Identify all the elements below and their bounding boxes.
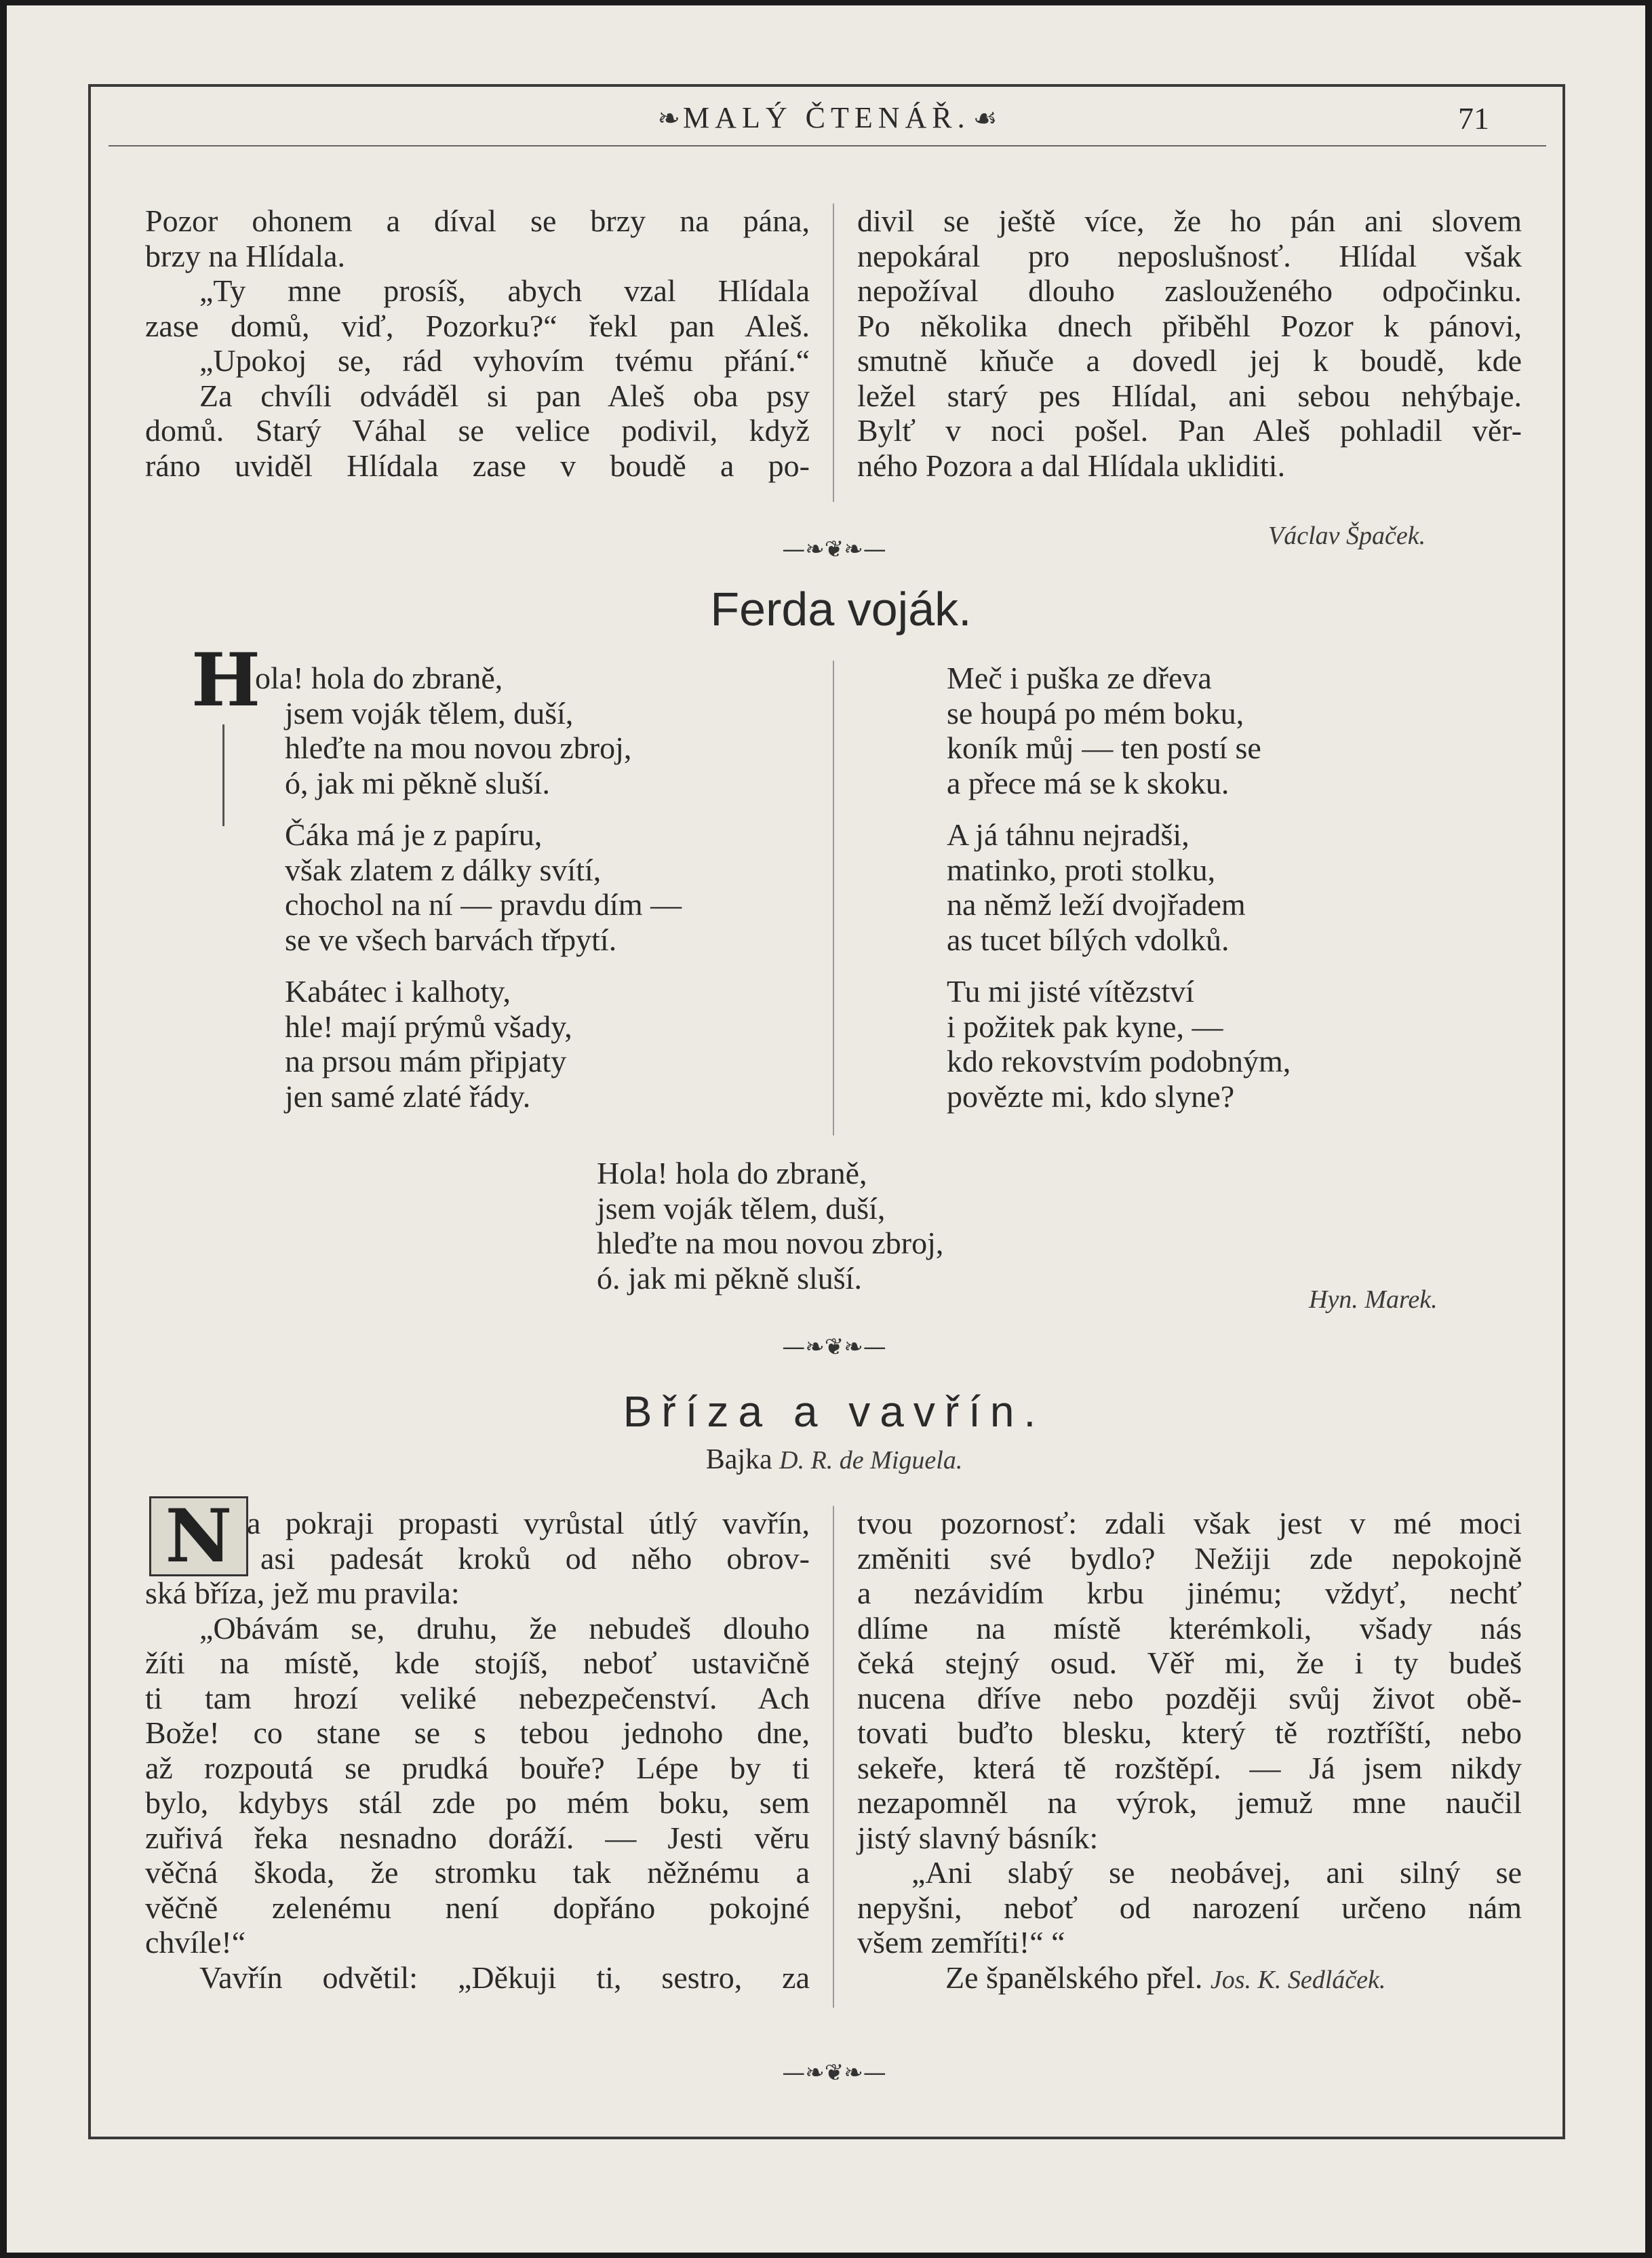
text-line: Bože! co stane se s tebou jednoho dne,: [145, 1715, 810, 1750]
header-rule: [109, 145, 1546, 147]
verse-line: hleďte na mou novou zbroj,: [285, 731, 632, 765]
verse-line: a přece má se k skoku.: [947, 765, 1230, 800]
section-divider: —❧❦❧—: [782, 2059, 886, 2086]
verse-line: ola! hola do zbraně,: [255, 661, 503, 695]
text-line: nepokáral pro neposlušnosť. Hlídal však: [857, 238, 1522, 273]
frame-left: [88, 84, 91, 2139]
text-line: Pozor ohonem a díval se brzy na pána,: [145, 203, 810, 238]
verse-line: se houpá po mém boku,: [947, 695, 1244, 731]
text-line: brzy na Hlídala.: [145, 238, 346, 273]
text-line: změniti své bydlo? Nežiji zde nepokojně: [857, 1540, 1522, 1576]
text-line: „Ty mne prosíš, abych vzal Hlídala: [199, 273, 810, 308]
verse-line: Tu mi jisté vítězství: [947, 974, 1195, 1009]
text-line: nezapomněl na výrok, jemuž mne naučil: [857, 1785, 1522, 1820]
translator-line: [857, 1960, 1522, 1996]
fable-subtitle: Bajka: [705, 1444, 772, 1475]
stanza: [255, 661, 852, 800]
fable-left-column: [145, 1506, 810, 1995]
text-line: čeká stejný osud. Věř mi, že i ty budeš: [857, 1646, 1522, 1680]
text-line: chvíle!“: [145, 1925, 246, 1960]
poem-dropcap: H: [191, 638, 261, 723]
column-divider: [833, 203, 834, 502]
poem-left-column: [255, 661, 852, 1131]
text-line: a nezávidím krbu jinému; vždyť, nechť: [857, 1576, 1522, 1610]
verse-line: Meč i puška ze dřeva: [947, 661, 1212, 695]
text-line: žíti na místě, kde stojíš, neboť ustavičně: [145, 1646, 810, 1680]
text-line: zase domů, viď, Pozorku?“ řekl pan Aleš.: [145, 308, 810, 343]
text-line: „Upokoj se, rád vyhovím tvému přání.“: [199, 343, 810, 378]
verse-line: jen samé zlaté řády.: [285, 1078, 531, 1114]
journal-title: MALÝ ČTENÁŘ.: [683, 101, 970, 134]
verse-line: na němž leží dvojřadem: [947, 887, 1246, 922]
text-line: až rozpoutá se prudká bouře? Lépe by ti: [145, 1750, 810, 1785]
fleuron-left-icon: ❧: [657, 103, 681, 134]
text-line: smutně kňuče a dovedl jej k boudě, kde: [857, 343, 1522, 378]
story-left-column: [145, 203, 810, 483]
verse-line: chochol na ní — pravdu dím —: [285, 887, 682, 922]
verse-line: matinko, proti stolku,: [947, 852, 1216, 887]
frame-top: [88, 84, 1565, 87]
text-line: tvou pozornosť: zdali však jest v mé moci: [857, 1506, 1522, 1540]
section-divider: —❧❦❧—: [782, 1334, 886, 1361]
text-line: „Ani slabý se neobávej, ani silný se: [911, 1855, 1522, 1890]
text-line: Za chvíli odváděl si pan Aleš oba psy: [199, 378, 810, 413]
text-line: ráno uviděl Hlídala zase v boudě a po-: [145, 448, 810, 483]
verse-line: Čáka má je z papíru,: [285, 817, 543, 852]
verse-line: as tucet bílých vdolků.: [947, 922, 1230, 957]
text-line: dlíme na místě kterémkoli, všady nás: [857, 1610, 1522, 1646]
column-divider: [833, 661, 834, 1135]
text-line: ležel starý pes Hlídal, ani sebou nehýbaje.: [857, 378, 1522, 413]
verse-line: jsem voják tělem, duší,: [597, 1190, 886, 1226]
verse-line: hle! mají prýmů všady,: [285, 1009, 572, 1044]
text-line: Po několika dnech přiběhl Pozor k pánovi,: [857, 308, 1522, 343]
section-divider: —❧❦❧—: [782, 536, 886, 563]
poem-right-column: [947, 661, 1503, 1131]
fable-dropcap: N: [149, 1496, 248, 1576]
verse-line: koník můj — ten postí se: [947, 731, 1261, 765]
story-right-column: [857, 203, 1522, 483]
text-line: ská bříza, jež mu pravila:: [145, 1576, 460, 1610]
verse-line: A já táhnu nejradši,: [947, 817, 1189, 852]
text-line: všem zemříti!“ “: [857, 1925, 1065, 1960]
frame-bottom: [88, 2137, 1565, 2139]
stanza: [255, 974, 852, 1114]
verse-line: Hola! hola do zbraně,: [597, 1156, 867, 1190]
verse-line: na prsou mám připjaty: [285, 1044, 567, 1078]
fable-source: D. R. de Miguela.: [779, 1446, 963, 1475]
verse-line: povězte mi, kdo slyne?: [947, 1078, 1235, 1114]
fable-title: Bříza a vavřín.: [623, 1387, 1046, 1436]
stanza: [255, 817, 852, 957]
column-divider: [833, 1506, 834, 2008]
poem-final-stanza: [597, 1156, 1112, 1296]
fable-right-column: [857, 1506, 1522, 1995]
text-line: Vavřín odvětil: „Děkuji ti, sestro, za: [199, 1960, 810, 1995]
text-line: nepyšni, neboť od narození určeno nám: [857, 1890, 1522, 1925]
verse-line: jsem voják tělem, duší,: [285, 695, 574, 731]
verse-line: hleďte na mou novou zbroj,: [597, 1226, 944, 1260]
translator-prefix: Ze španělského přel.: [945, 1960, 1203, 1995]
text-line: sekeře, která tě rozštěpí. — Já jsem nikdy: [857, 1750, 1522, 1785]
page-number: 71: [1458, 101, 1489, 136]
text-line: asi padesát kroků od něho obrov-: [260, 1540, 810, 1576]
text-line: divil se ještě více, že ho pán ani slovem: [857, 203, 1522, 238]
fleuron-right-icon: ☙: [972, 103, 998, 134]
stanza: [947, 661, 1503, 800]
verse-line: ó, jak mi pěkně sluší.: [285, 765, 550, 800]
text-line: Bylť v noci pošel. Pan Aleš pohladil věr-: [857, 413, 1522, 448]
text-line: nucena dříve nebo později svůj život obě-: [857, 1680, 1522, 1715]
verse-line: však zlatem z dálky svítí,: [285, 852, 602, 887]
verse-line: Kabátec i kalhoty,: [285, 974, 511, 1009]
verse-line: kdo rekovstvím podobným,: [947, 1044, 1291, 1078]
text-line: jistý slavný básník:: [857, 1820, 1099, 1855]
text-line: ného Pozora a dal Hlídala ukliditi.: [857, 448, 1286, 483]
text-line: tovati buďto blesku, který tě roztříští, nebo: [857, 1715, 1522, 1750]
text-line: bylo, kdybys stál zde po mém boku, sem: [145, 1785, 810, 1820]
story-author: Václav Špaček.: [1268, 522, 1426, 550]
stanza: [947, 974, 1503, 1114]
scanned-page: [7, 5, 1645, 2253]
dropcap-flourish: [222, 724, 224, 826]
text-line: nepožíval dlouho zaslouženého odpočinku.: [857, 273, 1522, 308]
text-line: věčně zelenému není dopřáno pokojné: [145, 1890, 810, 1925]
stanza: [947, 817, 1503, 957]
frame-right: [1562, 84, 1565, 2139]
poem-author: Hyn. Marek.: [1309, 1285, 1438, 1314]
text-line: domů. Starý Váhal se velice podivil, když: [145, 413, 810, 448]
verse-line: ó. jak mi pěkně sluší.: [597, 1260, 862, 1296]
running-header: [583, 100, 1071, 135]
text-line: ti tam hrozí veliké nebezpečenství. Ach: [145, 1680, 810, 1715]
verse-line: se ve všech barvách třpytí.: [285, 922, 617, 957]
verse-line: i požitek pak kyne, —: [947, 1009, 1223, 1044]
text-line: a pokraji propasti vyrůstal útlý vavřín,: [247, 1506, 810, 1540]
text-line: věčná škoda, že stromku tak něžnému a: [145, 1855, 810, 1890]
text-line: zuřivá řeka nesnadno doráží. — Jesti věru: [145, 1820, 810, 1855]
fable-byline: [617, 1443, 1051, 1476]
poem-title: Ferda voják.: [710, 583, 972, 636]
translator-name: Jos. K. Sedláček.: [1210, 1965, 1386, 1994]
text-line: „Obávám se, druhu, že nebudeš dlouho: [199, 1610, 810, 1646]
